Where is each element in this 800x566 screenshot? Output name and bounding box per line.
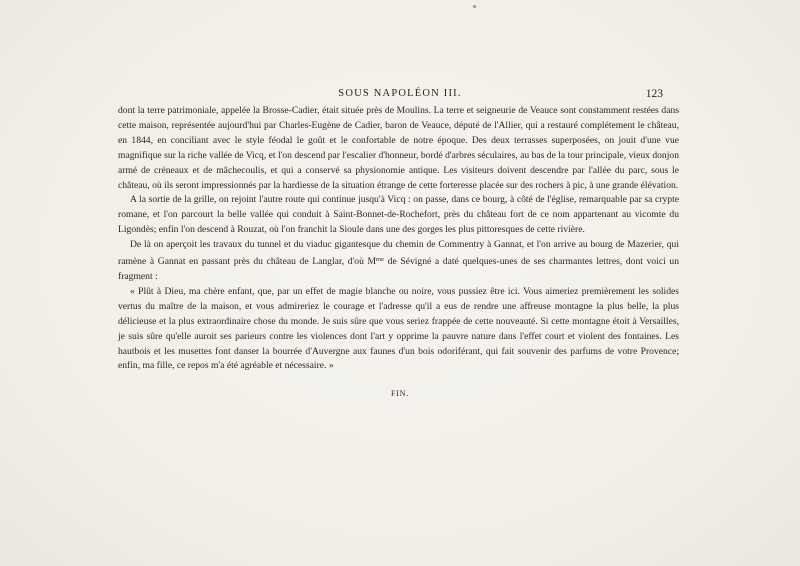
paragraph-3-end: de Sévigné a daté quelques-unes de ses charmantes lettres, dont voici un fragment : [118,256,679,282]
end-mark: FIN. [390,389,410,398]
paragraph-1: dont la terre patrimoniale, appelée la Brosse-Cadier, était située près de Moulins. La terre et seigneurie de Veauce sont constamment restées dans cette maison, représentée aujourd'hui par Charles-Eugène de Cadier, baron de Veauce, député de l'Allier, qui a restauré complétement le château, en 1844, en conciliant avec le style féodal le goût et le confortable de notre époque. Des deux terrasses superposées, on jouit d'une vue magnifique sur la riche vallée de Vicq, et l'on descend par l'escalier d'honneur, bordé d'arbres séculaires, au bas de la tour principale, vieux donjon armé de créneaux et de mâchecoulis, et qui a conservé sa physionomie antique. Les visiteurs doivent descendre par l'allée du parc, sous le château, où ils seront impressionnés par la hardiesse de la situation étrange de cette forteresse placée sur des rochers à pic, à une grande élévation. [118,105,679,191]
running-title: SOUS NAPOLÉON III. [338,88,462,99]
page-number: 123 [645,88,663,100]
superscript-me: me [376,256,384,264]
paragraph-3-start: De là on aperçoit les travaux du tunnel et du viaduc gigantesque du chemin de Commentry à Gannat, et l'on arrive au bourg de Mazerier, qui ramène à Gannat en passant près du château de Langlar, d'où M [118,239,679,268]
paragraph-3 [118,238,679,285]
body-text [118,104,679,374]
paragraph-2: A la sortie de la grille, on rejoint l'autre route qui continue jusqu'à Vicq : on passe, dans ce bourg, à côté de l'église, remarquable par sa crypte romane, et l'on parcourt la belle vallée qui conduit à Saint-Bonnet-de-Rochefort, près du château fort de ce nom appartenant au vicomte du Ligondès; enfin l'on descend à Rouzat, où l'on franchit la Sioule dans une des gorges les plus pittoresques de cette rivière. [118,194,679,236]
paragraph-4-quotation: « Plût à Dieu, ma chère enfant, que, par un effet de magie blanche ou noire, vous pussiez être ici. Vous aimeriez premièrement les solides vertus du maître de la maison, et vous admireriez le courage et l'adresse qu'il a eus de rendre une affreuse montagne la plus belle, la plus délicieuse et la plus extraordinaire chose du monde. Je suis sûre que vous seriez frappée de cette nouveauté. Si cette montagne étoit à Versailles, je suis sûre qu'elle auroit ses parieurs contre les violences dont l'art y opprime la pauvre nature dans l'effet court et violent des fontaines. Les hautbois et les musettes font danser la bourrée d'Auvergne aux faunes d'un bois odoriférant, qui fait souvenir des parfums de votre Provence; enfin, ma fille, ce repos m'a été agréable et nécessaire. » [118,285,679,372]
paper-fleck [473,5,476,8]
